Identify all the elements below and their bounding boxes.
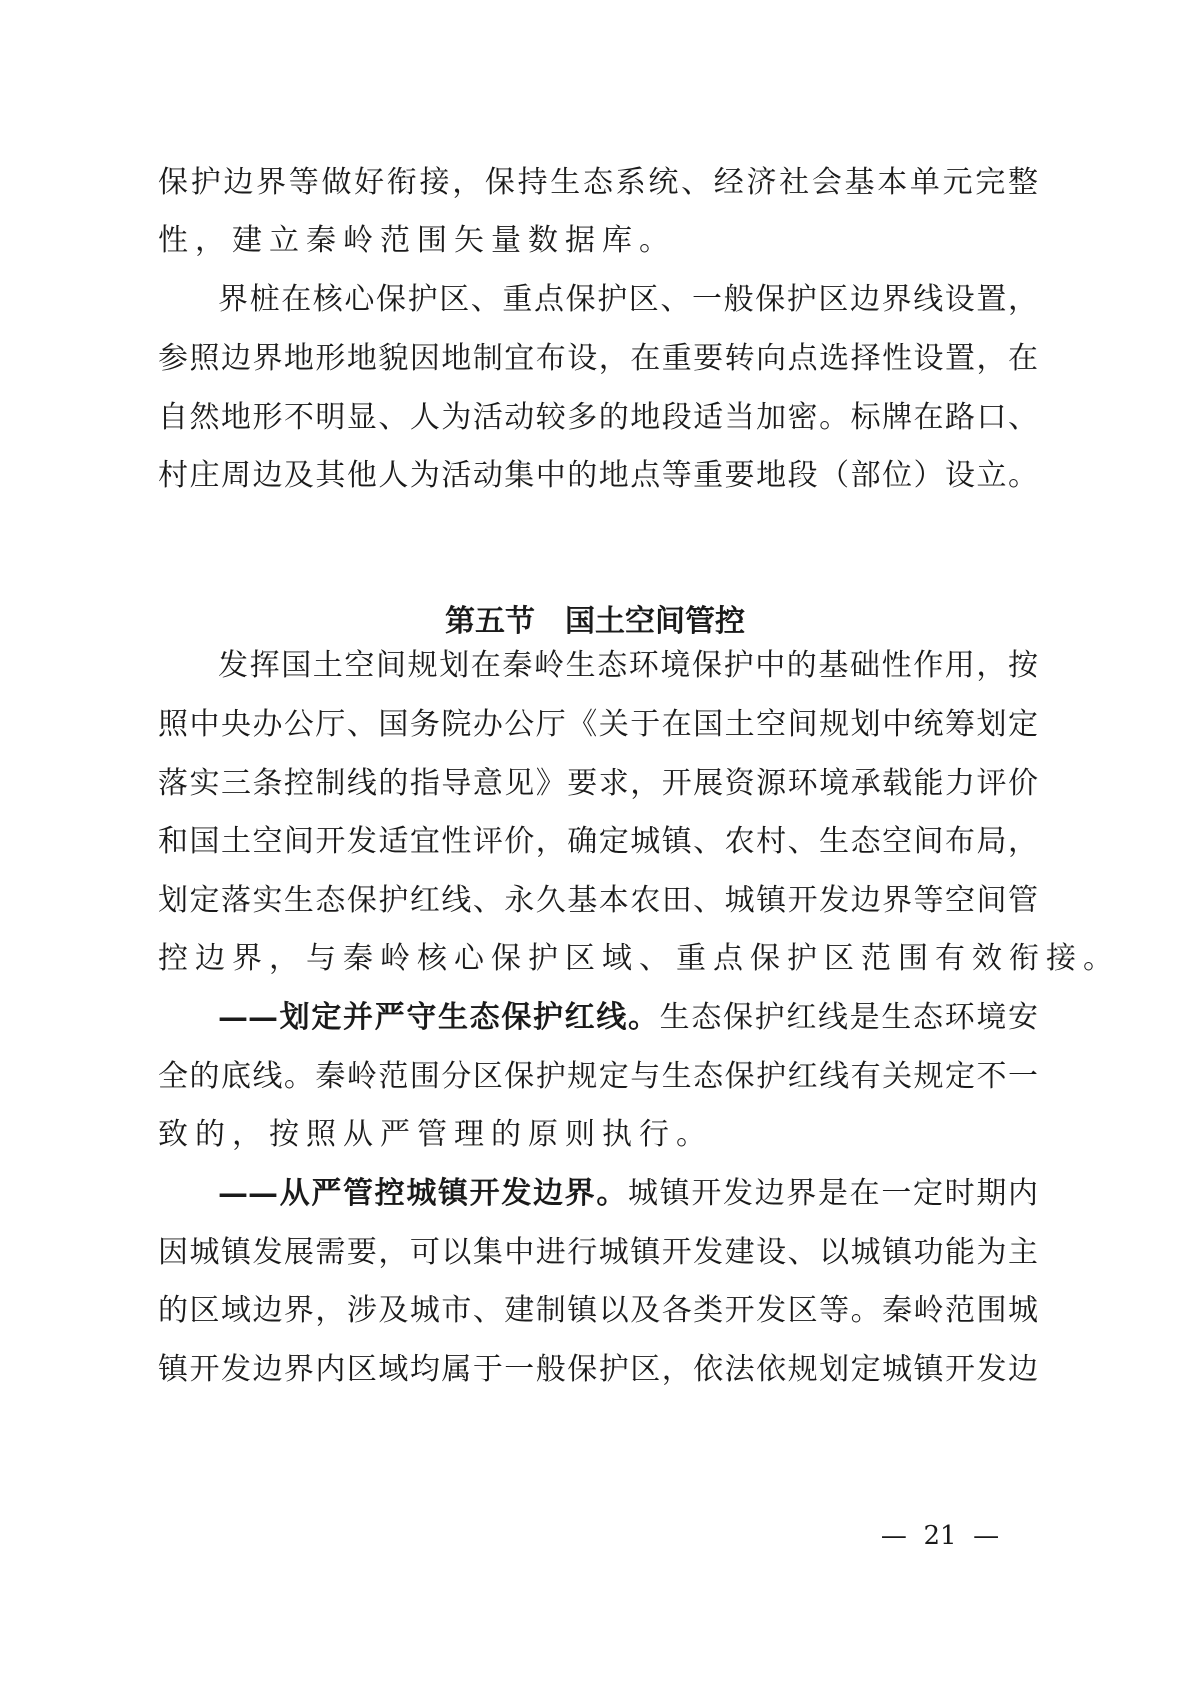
paragraph-line: 控边界，与秦岭核心保护区域、重点保护区范围有效衔接。 — [158, 941, 1120, 976]
paragraph-line — [218, 1169, 1038, 1219]
paragraph-line: 参照边界地形地貌因地制宜布设，在重要转向点选择性设置，在 — [158, 341, 1038, 376]
paragraph-line: 照中央办公厅、国务院办公厅《关于在国土空间规划中统筹划定 — [158, 707, 1038, 742]
paragraph-line: 镇开发边界内区域均属于一般保护区，依法依规划定城镇开发边 — [158, 1352, 1038, 1387]
paragraph-line: 和国土空间开发适宜性评价，确定城镇、农村、生态空间布局， — [158, 824, 1038, 859]
paragraph-line: 保护边界等做好衔接，保持生态系统、经济社会基本单元完整 — [158, 165, 1038, 200]
bold-lead-text: ——从严管控城镇开发边界。 — [218, 1176, 628, 1211]
paragraph-line: 全的底线。秦岭范围分区保护规定与生态保护红线有关规定不一 — [158, 1059, 1038, 1094]
paragraph-line: 致的，按照从严管理的原则执行。 — [158, 1117, 713, 1152]
paragraph-line: 落实三条控制线的指导意见》要求，开展资源环境承载能力评价 — [158, 766, 1038, 801]
paragraph-line: 的区域边界，涉及城市、建制镇以及各类开发区等。秦岭范围城 — [158, 1293, 1038, 1328]
paragraph-text: 生态保护红线是生态环境安 — [659, 1000, 1039, 1035]
paragraph-line: 自然地形不明显、人为活动较多的地段适当加密。标牌在路口、 — [158, 400, 1038, 435]
paragraph-line — [218, 993, 1038, 1043]
page-number: — 21 — — [880, 1521, 1000, 1551]
paragraph-line: 划定落实生态保护红线、永久基本农田、城镇开发边界等空间管 — [158, 883, 1038, 918]
section-heading: 第五节 国土空间管控 — [445, 604, 745, 639]
bold-lead-text: ——划定并严守生态保护红线。 — [218, 1000, 660, 1035]
paragraph-line: 性，建立秦岭范围矢量数据库。 — [158, 223, 676, 258]
paragraph-line: 界桩在核心保护区、重点保护区、一般保护区边界线设置， — [218, 282, 1038, 317]
paragraph-line: 村庄周边及其他人为活动集中的地点等重要地段（部位）设立。 — [158, 458, 1038, 493]
paragraph-line: 因城镇发展需要，可以集中进行城镇开发建设、以城镇功能为主 — [158, 1235, 1038, 1270]
paragraph-text: 城镇开发边界是在一定时期内 — [628, 1176, 1038, 1211]
paragraph-line: 发挥国土空间规划在秦岭生态环境保护中的基础性作用，按 — [218, 648, 1038, 683]
